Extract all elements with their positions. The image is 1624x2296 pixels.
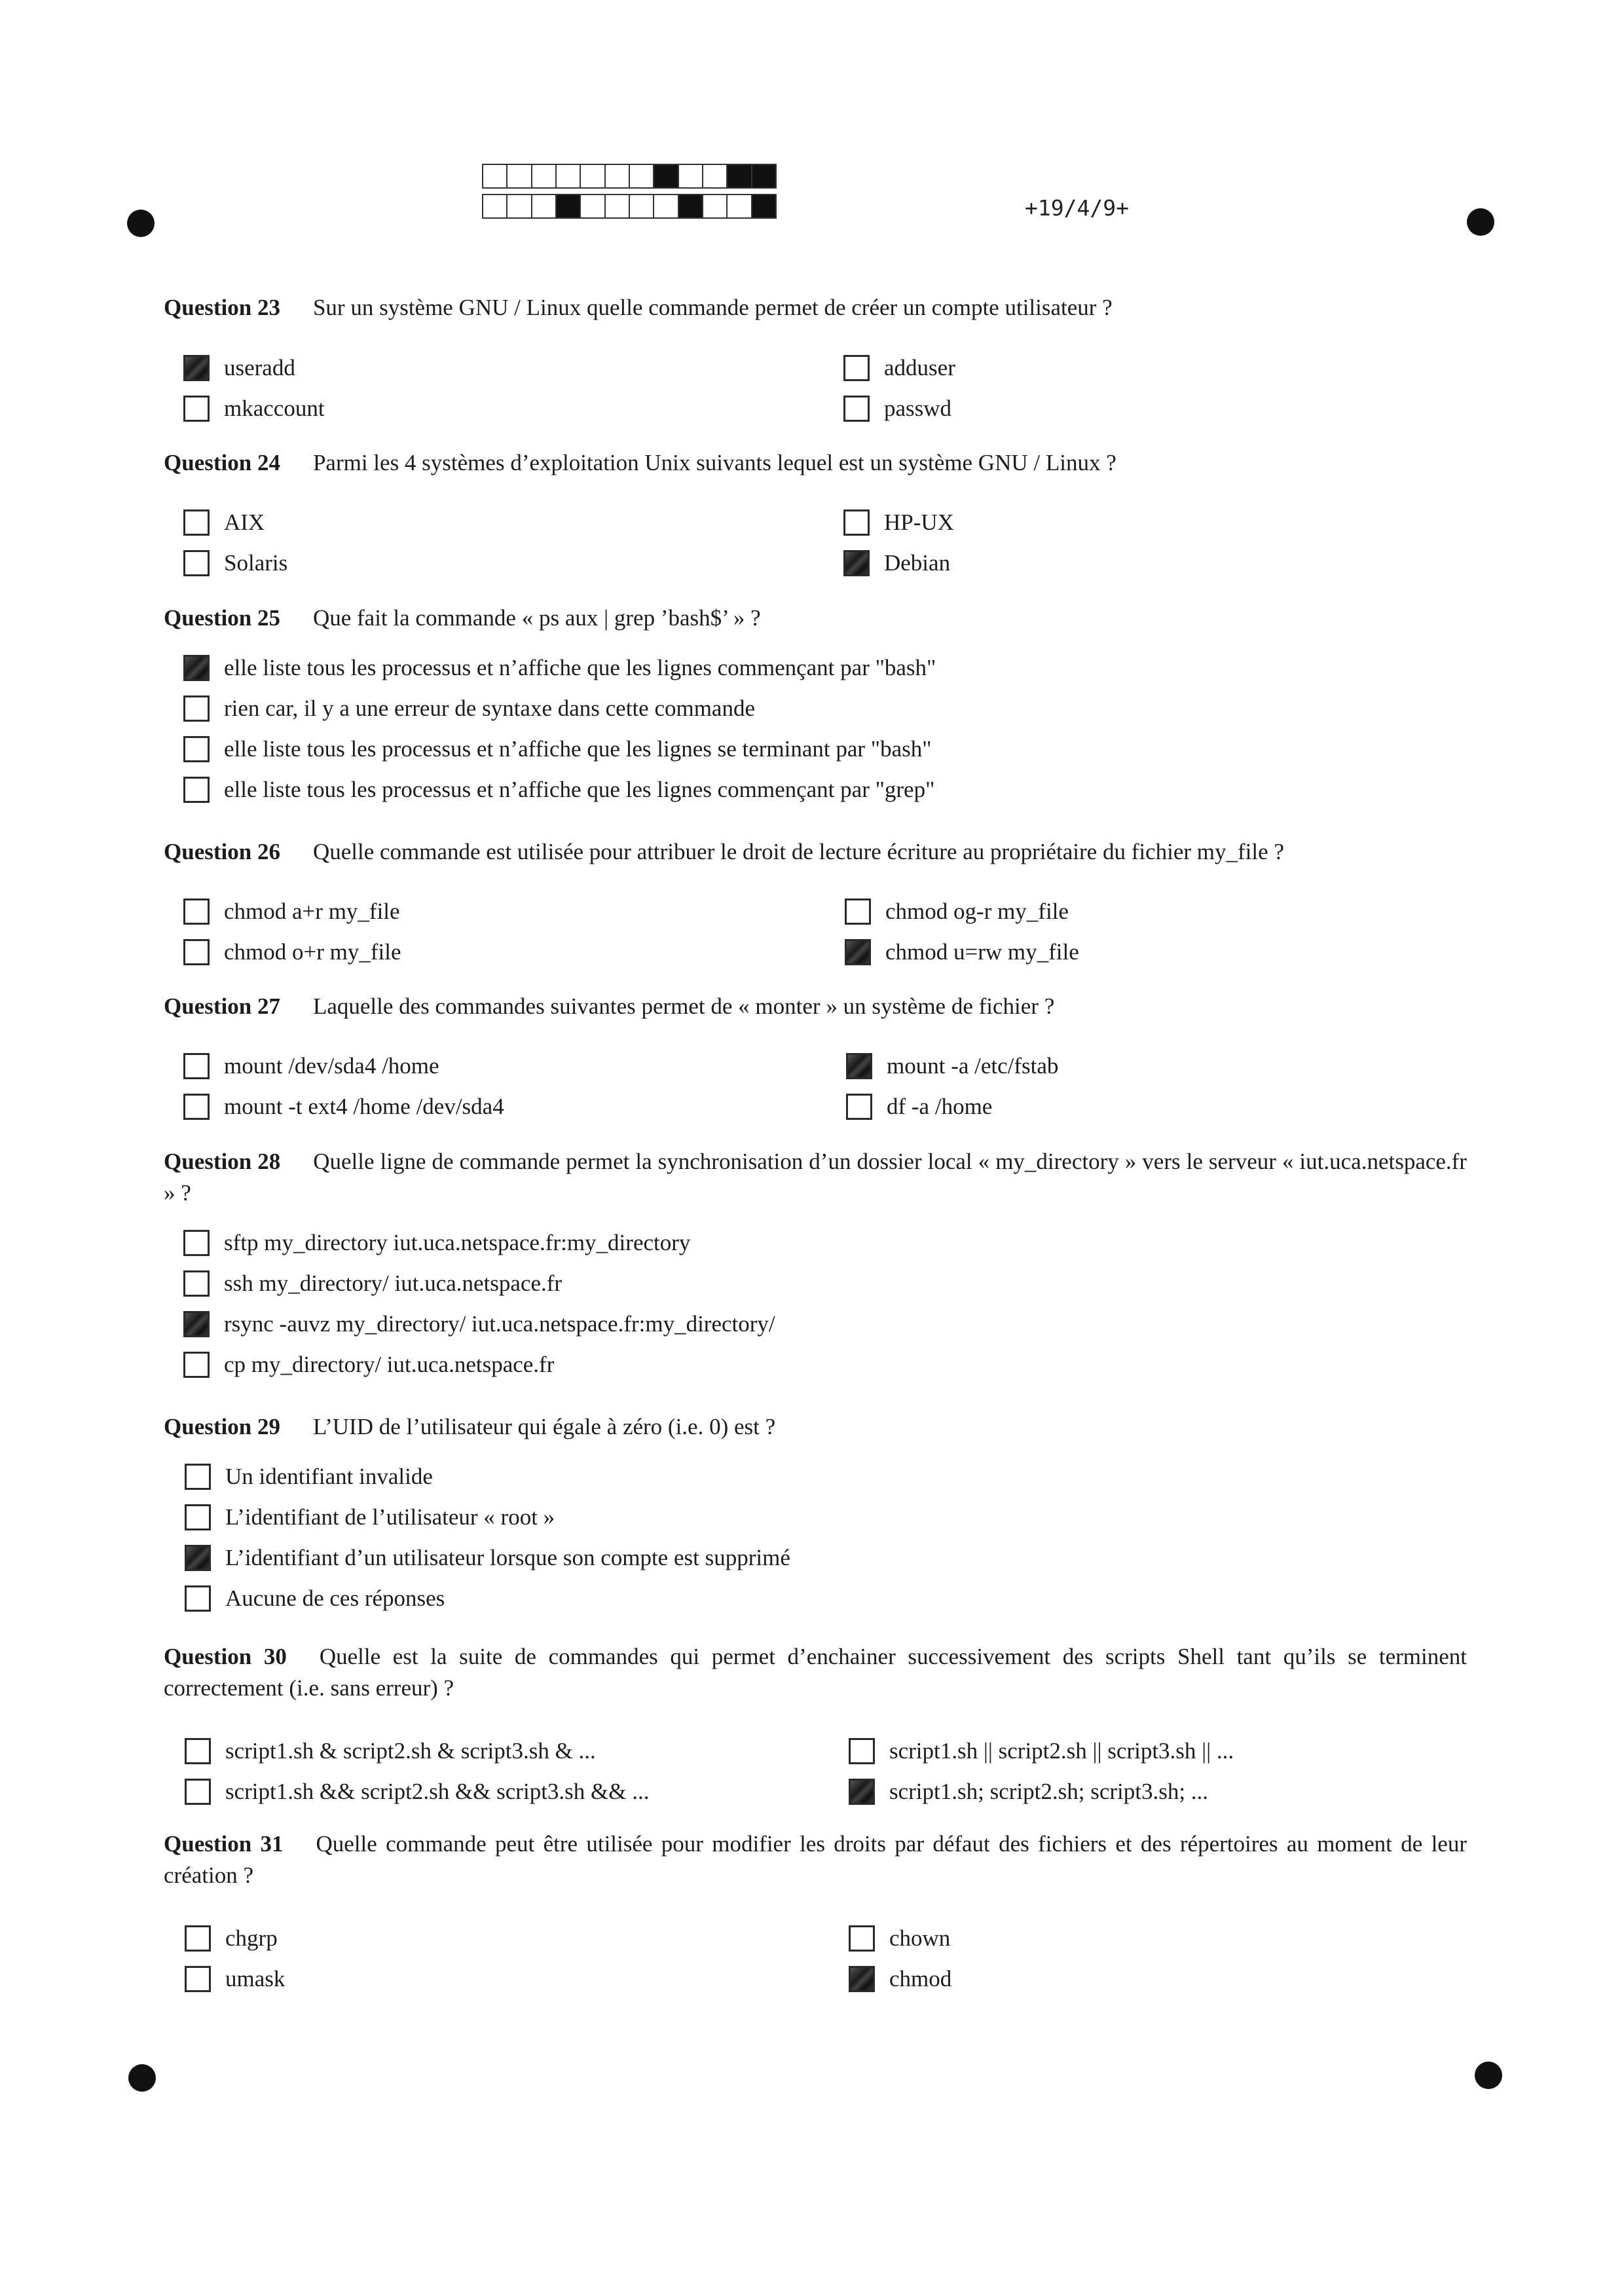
checkbox[interactable] xyxy=(183,898,210,925)
checkbox[interactable] xyxy=(185,1966,211,1992)
option-q30-1[interactable]: script1.sh & script2.sh & script3.sh & ... xyxy=(185,1737,596,1766)
checkbox[interactable] xyxy=(185,1925,211,1952)
option-q26-1[interactable]: chmod a+r my_file xyxy=(183,897,400,926)
checkbox[interactable] xyxy=(845,939,871,965)
code-cell xyxy=(580,164,605,189)
code-cell xyxy=(726,194,752,219)
registration-mark-top-right xyxy=(1467,208,1494,236)
checkbox[interactable] xyxy=(849,1779,875,1805)
code-cell xyxy=(506,194,532,219)
code-cell xyxy=(629,164,654,189)
code-cell xyxy=(653,194,678,219)
checkbox[interactable] xyxy=(843,396,870,422)
question-24: Question 24 Parmi les 4 systèmes d’exploitation Unix suivants lequel est un système GNU / Linux ? xyxy=(164,450,1116,475)
checkbox[interactable] xyxy=(185,1545,211,1571)
option-q28-4[interactable]: cp my_directory/ iut.uca.netspace.fr xyxy=(183,1350,554,1379)
code-cell xyxy=(580,194,605,219)
checkbox[interactable] xyxy=(183,736,210,762)
checkbox[interactable] xyxy=(183,695,210,722)
code-cell xyxy=(531,194,557,219)
code-cell xyxy=(629,194,654,219)
checkbox[interactable] xyxy=(183,1311,210,1337)
checkbox[interactable] xyxy=(183,1230,210,1256)
question-31: Question 31 Quelle commande peut être utilisée pour modifier les droits par défaut des fichiers et des répertoires au moment de leur création ? xyxy=(164,1831,1467,1888)
option-q29-2[interactable]: L’identifiant de l’utilisateur « root » xyxy=(185,1503,555,1532)
code-cell xyxy=(506,164,532,189)
checkbox[interactable] xyxy=(183,509,210,536)
code-cell xyxy=(751,194,777,219)
question-26: Question 26 Quelle commande est utilisée pour attribuer le droit de lecture écriture au propriétaire du fichier my_file ? xyxy=(164,839,1284,864)
code-row-bottom xyxy=(483,194,777,219)
question-27: Question 27 Laquelle des commandes suivantes permet de « monter » un système de fichier ? xyxy=(164,993,1055,1019)
option-q30-4[interactable]: script1.sh; script2.sh; script3.sh; ... xyxy=(849,1777,1208,1806)
code-cell xyxy=(482,194,507,219)
code-cell xyxy=(702,194,728,219)
code-cell xyxy=(751,164,777,189)
option-q24-3[interactable]: Solaris xyxy=(183,549,287,578)
option-q26-2[interactable]: chmod og-r my_file xyxy=(845,897,1069,926)
option-q28-3[interactable]: rsync -auvz my_directory/ iut.uca.netspace.fr:my_directory/ xyxy=(183,1310,775,1339)
code-cell xyxy=(678,194,703,219)
checkbox[interactable] xyxy=(183,1352,210,1378)
checkbox[interactable] xyxy=(183,550,210,576)
checkbox[interactable] xyxy=(185,1504,211,1530)
code-cell xyxy=(482,164,507,189)
checkbox[interactable] xyxy=(843,550,870,576)
option-q28-2[interactable]: ssh my_directory/ iut.uca.netspace.fr xyxy=(183,1269,562,1298)
option-q27-2[interactable]: mount -a /etc/fstab xyxy=(846,1052,1058,1081)
checkbox[interactable] xyxy=(849,1925,875,1952)
option-q23-3[interactable]: mkaccount xyxy=(183,394,325,423)
option-q31-2[interactable]: chown xyxy=(849,1924,950,1953)
option-q31-4[interactable]: chmod xyxy=(849,1965,951,1993)
code-cell xyxy=(702,164,728,189)
option-q27-4[interactable]: df -a /home xyxy=(846,1092,992,1121)
option-q31-1[interactable]: chgrp xyxy=(185,1924,278,1953)
checkbox[interactable] xyxy=(846,1094,872,1120)
option-q30-2[interactable]: script1.sh || script2.sh || script3.sh || ... xyxy=(849,1737,1234,1766)
option-q26-4[interactable]: chmod u=rw my_file xyxy=(845,938,1079,967)
option-q23-2[interactable]: adduser xyxy=(843,354,955,382)
registration-mark-bottom-left xyxy=(128,2064,156,2092)
checkbox[interactable] xyxy=(183,355,210,381)
question-25: Question 25 Que fait la commande « ps aux | grep ’bash$’ » ? xyxy=(164,605,761,631)
checkbox[interactable] xyxy=(849,1738,875,1764)
option-q28-1[interactable]: sftp my_directory iut.uca.netspace.fr:my_directory xyxy=(183,1229,690,1257)
option-q25-3[interactable]: elle liste tous les processus et n’affiche que les lignes se terminant par "bash" xyxy=(183,735,932,764)
checkbox[interactable] xyxy=(183,1053,210,1079)
checkbox[interactable] xyxy=(843,509,870,536)
question-30: Question 30 Quelle est la suite de commandes qui permet d’enchainer successivement des scripts Shell tant qu’ils se terminent correctement (i.e. sans erreur) ? xyxy=(164,1644,1467,1701)
checkbox[interactable] xyxy=(183,396,210,422)
option-q30-3[interactable]: script1.sh && script2.sh && script3.sh && ... xyxy=(185,1777,649,1806)
code-cell xyxy=(678,164,703,189)
option-q31-3[interactable]: umask xyxy=(185,1965,285,1993)
code-cell xyxy=(531,164,557,189)
code-cell xyxy=(555,194,581,219)
checkbox[interactable] xyxy=(185,1464,211,1490)
option-q23-4[interactable]: passwd xyxy=(843,394,951,423)
option-q24-1[interactable]: AIX xyxy=(183,508,265,537)
option-q24-2[interactable]: HP-UX xyxy=(843,508,954,537)
question-29: Question 29 L’UID de l’utilisateur qui égale à zéro (i.e. 0) est ? xyxy=(164,1414,776,1439)
option-q26-3[interactable]: chmod o+r my_file xyxy=(183,938,401,967)
option-q27-3[interactable]: mount -t ext4 /home /dev/sda4 xyxy=(183,1092,504,1121)
option-q25-4[interactable]: elle liste tous les processus et n’affiche que les lignes commençant par "grep" xyxy=(183,775,934,804)
option-q27-1[interactable]: mount /dev/sda4 /home xyxy=(183,1052,439,1081)
checkbox[interactable] xyxy=(185,1585,211,1612)
option-q29-3[interactable]: L’identifiant d’un utilisateur lorsque son compte est supprimé xyxy=(185,1544,790,1572)
checkbox[interactable] xyxy=(183,655,210,681)
registration-mark-top-left xyxy=(127,210,155,237)
checkbox[interactable] xyxy=(183,1094,210,1120)
option-q25-1[interactable]: elle liste tous les processus et n’affiche que les lignes commençant par "bash" xyxy=(183,654,936,682)
checkbox[interactable] xyxy=(183,777,210,803)
question-23: Question 23 Sur un système GNU / Linux quelle commande permet de créer un compte utilisateur ? xyxy=(164,295,1113,320)
checkbox[interactable] xyxy=(183,1270,210,1297)
checkbox[interactable] xyxy=(183,939,210,965)
question-28: Question 28 Quelle ligne de commande permet la synchronisation d’un dossier local « my_directory » vers le serveur « iut.uca.netspace.fr » ? xyxy=(164,1149,1467,1206)
option-q25-2[interactable]: rien car, il y a une erreur de syntaxe dans cette commande xyxy=(183,694,755,723)
page-id: +19/4/9+ xyxy=(1025,195,1129,221)
registration-mark-bottom-right xyxy=(1475,2062,1502,2089)
checkbox[interactable] xyxy=(185,1779,211,1805)
option-q29-1[interactable]: Un identifiant invalide xyxy=(185,1462,433,1491)
checkbox[interactable] xyxy=(845,898,871,925)
option-q29-4[interactable]: Aucune de ces réponses xyxy=(185,1584,445,1613)
code-cell xyxy=(726,164,752,189)
checkbox[interactable] xyxy=(849,1966,875,1992)
code-cell xyxy=(555,164,581,189)
code-cell xyxy=(653,164,678,189)
code-row-top xyxy=(483,164,777,189)
checkbox[interactable] xyxy=(843,355,870,381)
code-cell xyxy=(604,194,630,219)
option-q24-4[interactable]: Debian xyxy=(843,549,950,578)
code-cell xyxy=(604,164,630,189)
option-q23-1[interactable]: useradd xyxy=(183,354,295,382)
checkbox[interactable] xyxy=(846,1053,872,1079)
checkbox[interactable] xyxy=(185,1738,211,1764)
